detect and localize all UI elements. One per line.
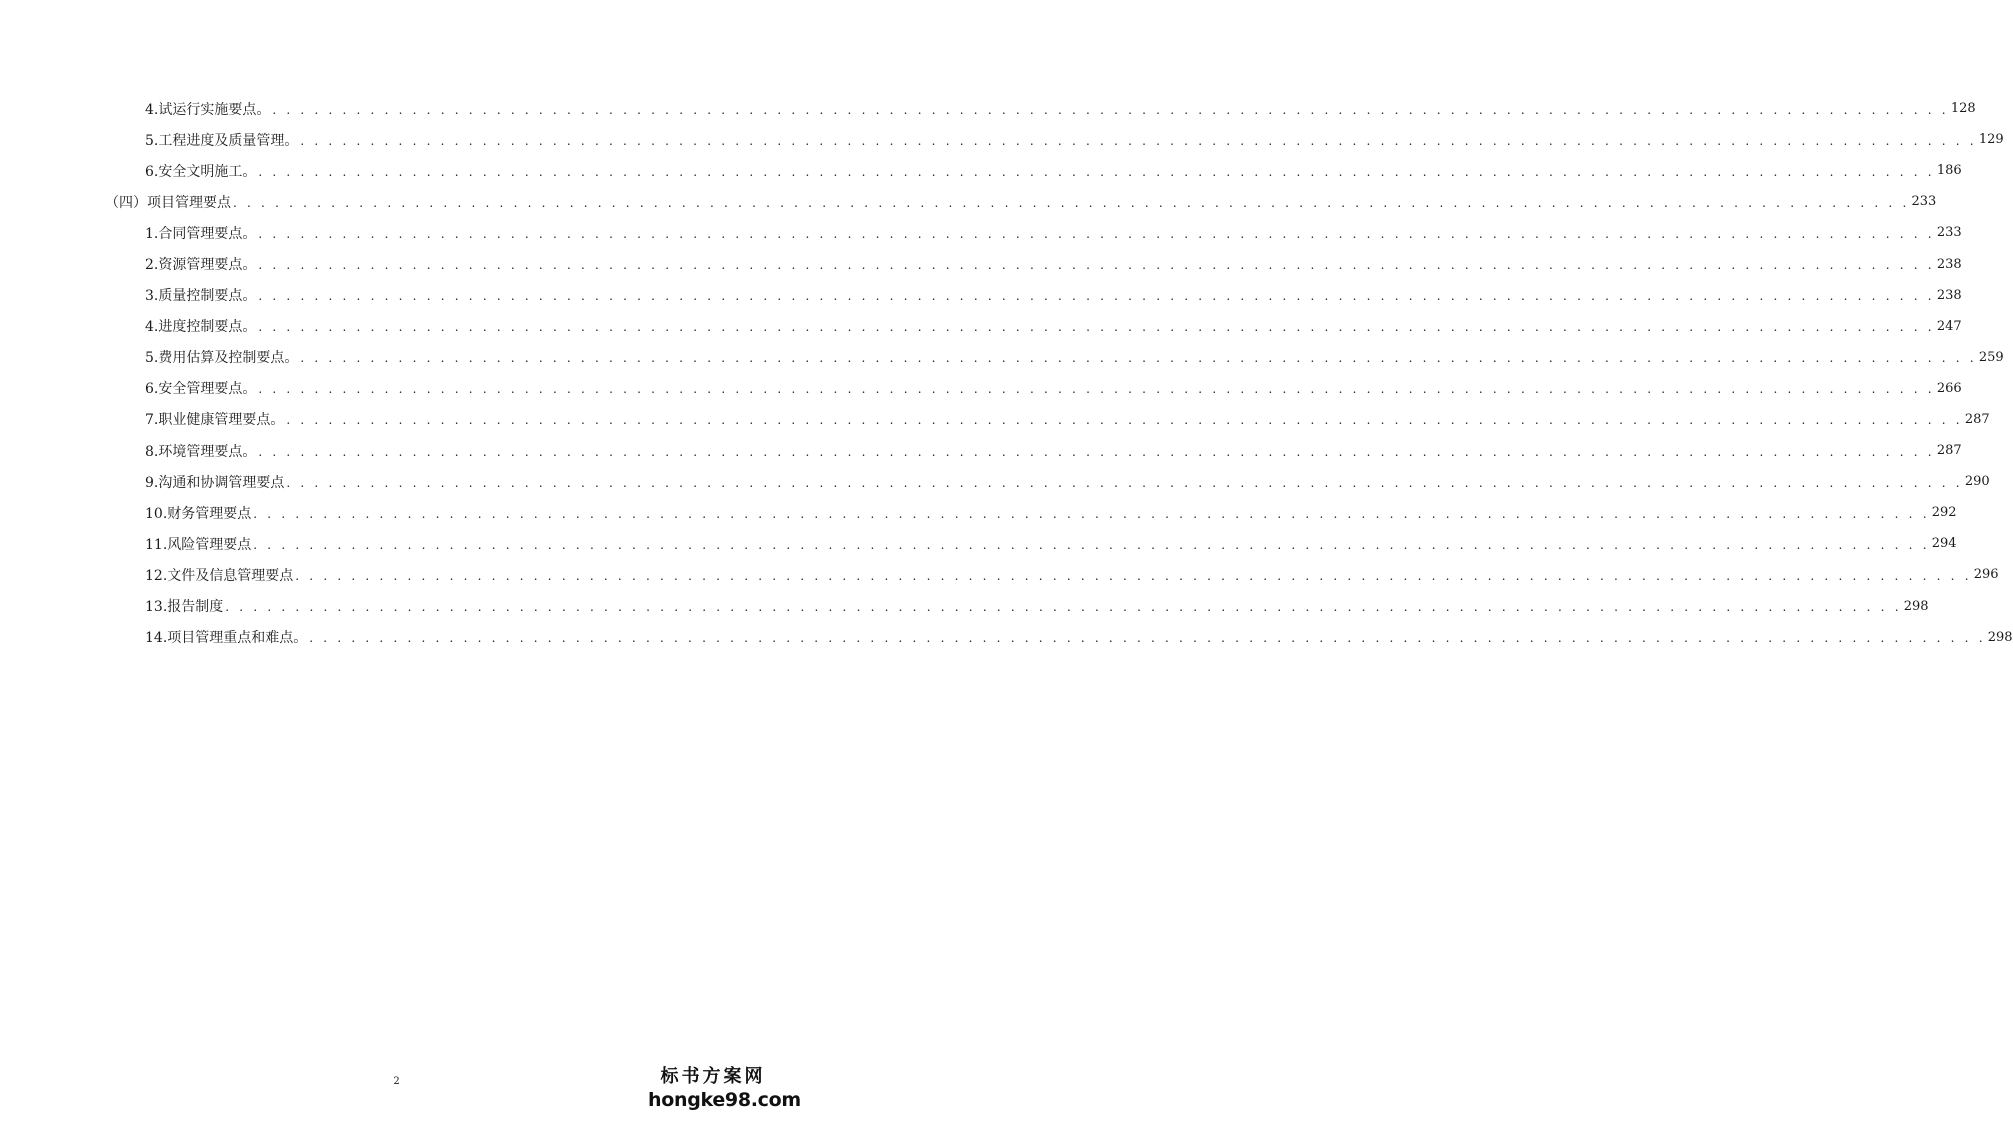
toc-dot-leader: . . . . . . . . . . . . . . . . . . . . . . . . . . . . . . . . . . . . . . . . . . . . . . . . . . . . . . . . . . . . . . . . . . . . . . . . . . . . . . . . . . . . . . . . . . . . . . . . . . . . . . . . . . . . . . . . . . . . . . . . xyxy=(258,164,1935,179)
toc-entry-page: 128 xyxy=(1950,101,1976,117)
toc-entry-title: 8.环境管理要点。 xyxy=(145,443,257,460)
toc-dot-leader: . . . . . . . . . . . . . . . . . . . . . . . . . . . . . . . . . . . . . . . . . . . . . . . . . . . . . . . . . . . . . . . . . . . . . . . . . . . . . . . . . . . . . . . . . . . . . . . . . . . . . . . . . . . . . . . . . . . . . . . . xyxy=(253,537,1930,552)
toc-dot-leader: . . . . . . . . . . . . . . . . . . . . . . . . . . . . . . . . . . . . . . . . . . . . . . . . . . . . . . . . . . . . . . . . . . . . . . . . . . . . . . . . . . . . . . . . . . . . . . . . . . . . . . . . . . . . . . . . . . . . . . . . xyxy=(258,444,1935,459)
toc-entry-title: 10.财务管理要点 xyxy=(145,505,252,522)
toc-entry[interactable] xyxy=(0,124,2004,155)
toc-entry-page: 129 xyxy=(1978,132,2004,148)
toc-entry[interactable] xyxy=(0,155,1962,186)
toc-entry-page: 294 xyxy=(1931,536,1957,552)
toc-entry-page: 259 xyxy=(1978,349,2004,365)
toc-entry-page: 298 xyxy=(1987,629,2013,645)
page-number: 2 xyxy=(393,1076,400,1087)
toc-entry-title: 4.进度控制要点。 xyxy=(145,319,257,336)
watermark-logo xyxy=(648,1066,801,1112)
toc-entry-title: 6.安全文明施工。 xyxy=(145,163,257,180)
toc-entry-title: 9.沟通和协调管理要点 xyxy=(145,474,285,491)
toc-entry-page: 287 xyxy=(1936,443,1962,459)
toc-dot-leader: . . . . . . . . . . . . . . . . . . . . . . . . . . . . . . . . . . . . . . . . . . . . . . . . . . . . . . . . . . . . . . . . . . . . . . . . . . . . . . . . . . . . . . . . . . . . . . . . . . . . . . . . . . . . . . . . . . . . . . . . xyxy=(253,506,1930,521)
toc-entry-title: （四）项目管理要点 xyxy=(105,194,231,211)
toc-entry-title: 5.工程进度及质量管理。 xyxy=(145,132,299,149)
toc-entry[interactable] xyxy=(0,404,1990,435)
toc-entry[interactable] xyxy=(0,248,1962,279)
toc-entry-page: 247 xyxy=(1936,318,1962,334)
toc-dot-leader: . . . . . . . . . . . . . . . . . . . . . . . . . . . . . . . . . . . . . . . . . . . . . . . . . . . . . . . . . . . . . . . . . . . . . . . . . . . . . . . . . . . . . . . . . . . . . . . . . . . . . . . . . . . . . . . . . . . . . . . . xyxy=(286,475,1963,490)
toc-entry-title: 12.文件及信息管理要点 xyxy=(145,567,294,584)
toc-dot-leader: . . . . . . . . . . . . . . . . . . . . . . . . . . . . . . . . . . . . . . . . . . . . . . . . . . . . . . . . . . . . . . . . . . . . . . . . . . . . . . . . . . . . . . . . . . . . . . . . . . . . . . . . . . . . . . . . . . . . . . . . xyxy=(309,631,1986,646)
toc-entry[interactable] xyxy=(0,186,1937,217)
toc-entry[interactable] xyxy=(0,342,2004,373)
toc-entry-title: 11.风险管理要点 xyxy=(145,536,252,553)
toc-entry-page: 296 xyxy=(1973,567,1999,583)
toc-entry-title: 7.职业健康管理要点。 xyxy=(145,412,285,429)
toc-dot-leader: . . . . . . . . . . . . . . . . . . . . . . . . . . . . . . . . . . . . . . . . . . . . . . . . . . . . . . . . . . . . . . . . . . . . . . . . . . . . . . . . . . . . . . . . . . . . . . . . . . . . . . . . . . . . . . . . . . . . . . . . xyxy=(225,600,1902,615)
toc-entry-page: 292 xyxy=(1931,505,1957,521)
toc-entry-page: 186 xyxy=(1936,163,1962,179)
toc-entry[interactable] xyxy=(0,591,1929,622)
toc-entry[interactable] xyxy=(0,435,1962,466)
toc-dot-leader: . . . . . . . . . . . . . . . . . . . . . . . . . . . . . . . . . . . . . . . . . . . . . . . . . . . . . . . . . . . . . . . . . . . . . . . . . . . . . . . . . . . . . . . . . . . . . . . . . . . . . . . . . . . . . . . . . . . . . . . . xyxy=(258,226,1935,241)
toc-entry-page: 233 xyxy=(1911,194,1937,210)
toc-entry-page: 287 xyxy=(1964,411,1990,427)
toc-entry[interactable] xyxy=(0,217,1962,248)
toc-entry-page: 233 xyxy=(1936,225,1962,241)
toc-dot-leader: . . . . . . . . . . . . . . . . . . . . . . . . . . . . . . . . . . . . . . . . . . . . . . . . . . . . . . . . . . . . . . . . . . . . . . . . . . . . . . . . . . . . . . . . . . . . . . . . . . . . . . . . . . . . . . . . . . . . . . . . xyxy=(233,195,1910,210)
toc-entry[interactable] xyxy=(0,528,1957,559)
watermark-en-text: hongke98.com xyxy=(648,1089,801,1111)
toc-dot-leader: . . . . . . . . . . . . . . . . . . . . . . . . . . . . . . . . . . . . . . . . . . . . . . . . . . . . . . . . . . . . . . . . . . . . . . . . . . . . . . . . . . . . . . . . . . . . . . . . . . . . . . . . . . . . . . . . . . . . . . . . xyxy=(286,413,1963,428)
table-of-contents xyxy=(0,93,2013,653)
toc-entry-title: 1.合同管理要点。 xyxy=(145,225,257,242)
toc-entry-title: 4.试运行实施要点。 xyxy=(145,101,271,118)
toc-dot-leader: . . . . . . . . . . . . . . . . . . . . . . . . . . . . . . . . . . . . . . . . . . . . . . . . . . . . . . . . . . . . . . . . . . . . . . . . . . . . . . . . . . . . . . . . . . . . . . . . . . . . . . . . . . . . . . . . . . . . . . . . xyxy=(300,133,1977,148)
toc-entry-page: 266 xyxy=(1936,380,1962,396)
toc-entry-page: 290 xyxy=(1964,474,1990,490)
toc-entry-page: 238 xyxy=(1936,287,1962,303)
toc-dot-leader: . . . . . . . . . . . . . . . . . . . . . . . . . . . . . . . . . . . . . . . . . . . . . . . . . . . . . . . . . . . . . . . . . . . . . . . . . . . . . . . . . . . . . . . . . . . . . . . . . . . . . . . . . . . . . . . . . . . . . . . . xyxy=(272,102,1949,117)
toc-entry[interactable] xyxy=(0,311,1962,342)
toc-entry-title: 13.报告制度 xyxy=(145,599,224,616)
toc-entry[interactable] xyxy=(0,559,1999,590)
toc-dot-leader: . . . . . . . . . . . . . . . . . . . . . . . . . . . . . . . . . . . . . . . . . . . . . . . . . . . . . . . . . . . . . . . . . . . . . . . . . . . . . . . . . . . . . . . . . . . . . . . . . . . . . . . . . . . . . . . . . . . . . . . . xyxy=(258,382,1935,397)
toc-entry-title: 2.资源管理要点。 xyxy=(145,257,257,274)
toc-entry-page: 298 xyxy=(1903,598,1929,614)
toc-dot-leader: . . . . . . . . . . . . . . . . . . . . . . . . . . . . . . . . . . . . . . . . . . . . . . . . . . . . . . . . . . . . . . . . . . . . . . . . . . . . . . . . . . . . . . . . . . . . . . . . . . . . . . . . . . . . . . . . . . . . . . . . xyxy=(300,351,1977,366)
toc-dot-leader: . . . . . . . . . . . . . . . . . . . . . . . . . . . . . . . . . . . . . . . . . . . . . . . . . . . . . . . . . . . . . . . . . . . . . . . . . . . . . . . . . . . . . . . . . . . . . . . . . . . . . . . . . . . . . . . . . . . . . . . . xyxy=(258,320,1935,335)
toc-entry-title: 5.费用估算及控制要点。 xyxy=(145,350,299,367)
toc-entry-title: 6.安全管理要点。 xyxy=(145,381,257,398)
toc-entry[interactable] xyxy=(0,622,2013,653)
toc-dot-leader: . . . . . . . . . . . . . . . . . . . . . . . . . . . . . . . . . . . . . . . . . . . . . . . . . . . . . . . . . . . . . . . . . . . . . . . . . . . . . . . . . . . . . . . . . . . . . . . . . . . . . . . . . . . . . . . . . . . . . . . . xyxy=(258,258,1935,273)
toc-entry[interactable] xyxy=(0,497,1957,528)
toc-entry[interactable] xyxy=(0,280,1962,311)
toc-entry[interactable] xyxy=(0,466,1990,497)
watermark-cn-text: 标书方案网 xyxy=(660,1066,766,1087)
toc-entry-page: 238 xyxy=(1936,256,1962,272)
toc-dot-leader: . . . . . . . . . . . . . . . . . . . . . . . . . . . . . . . . . . . . . . . . . . . . . . . . . . . . . . . . . . . . . . . . . . . . . . . . . . . . . . . . . . . . . . . . . . . . . . . . . . . . . . . . . . . . . . . . . . . . . . . . xyxy=(295,568,1972,583)
toc-entry-title: 14.项目管理重点和难点。 xyxy=(145,630,308,647)
toc-entry-title: 3.质量控制要点。 xyxy=(145,288,257,305)
toc-entry[interactable] xyxy=(0,93,1976,124)
toc-entry[interactable] xyxy=(0,373,1962,404)
toc-dot-leader: . . . . . . . . . . . . . . . . . . . . . . . . . . . . . . . . . . . . . . . . . . . . . . . . . . . . . . . . . . . . . . . . . . . . . . . . . . . . . . . . . . . . . . . . . . . . . . . . . . . . . . . . . . . . . . . . . . . . . . . . xyxy=(258,289,1935,304)
